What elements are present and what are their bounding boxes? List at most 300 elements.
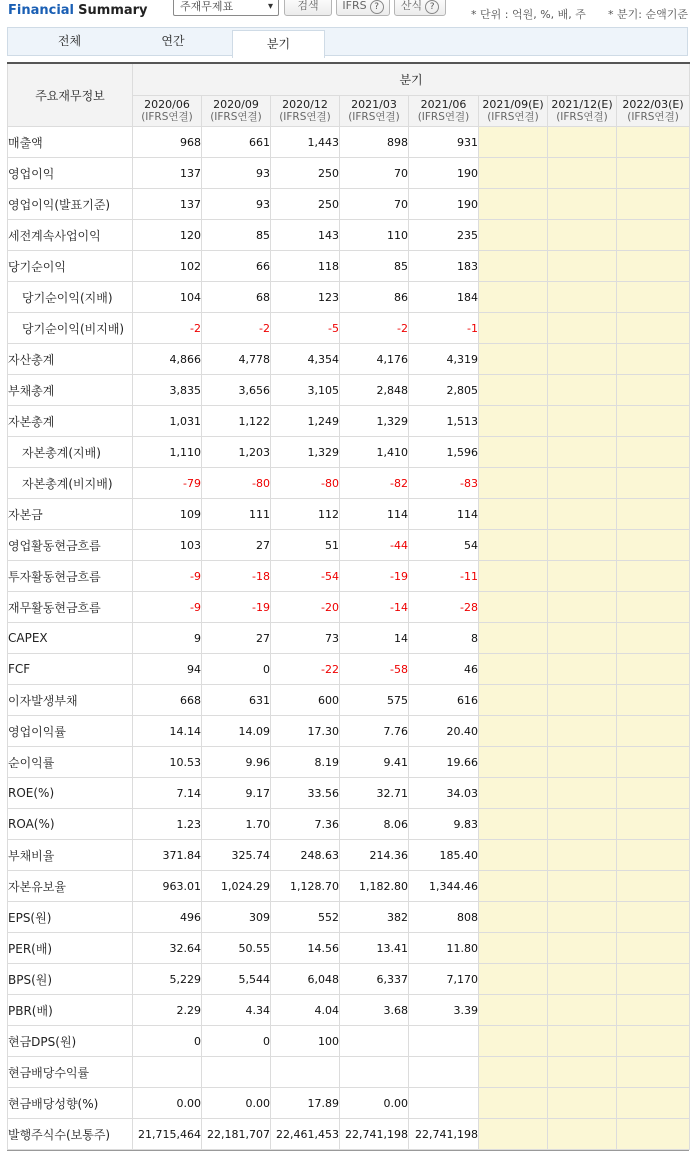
table-cell: 183 xyxy=(409,251,479,282)
table-cell: 118 xyxy=(271,251,340,282)
table-cell: 309 xyxy=(202,902,271,933)
table-cell: 190 xyxy=(409,189,479,220)
table-cell: 1,596 xyxy=(409,437,479,468)
table-cell: 190 xyxy=(409,158,479,189)
table-cell: 1.70 xyxy=(202,809,271,840)
table-cell xyxy=(479,809,548,840)
table-cell: 85 xyxy=(202,220,271,251)
table-cell: 184 xyxy=(409,282,479,313)
ifrs-help-button[interactable] xyxy=(336,0,390,16)
toolbar xyxy=(0,0,699,24)
table-cell xyxy=(479,375,548,406)
table-cell: 6,337 xyxy=(340,964,409,995)
table-cell: 1,182.80 xyxy=(340,871,409,902)
table-cell: 114 xyxy=(340,499,409,530)
table-row xyxy=(8,468,690,499)
table-cell xyxy=(617,189,690,220)
table-cell: 214.36 xyxy=(340,840,409,871)
period-header xyxy=(479,96,548,127)
table-cell xyxy=(617,747,690,778)
table-cell: 1,122 xyxy=(202,406,271,437)
table-cell: 1,128.70 xyxy=(271,871,340,902)
table-cell xyxy=(479,344,548,375)
row-label: BPS(원) xyxy=(8,964,133,995)
table-cell: 50.55 xyxy=(202,933,271,964)
table-cell: 54 xyxy=(409,530,479,561)
period-basis: (IFRS연결) xyxy=(556,111,608,123)
table-cell: -2 xyxy=(340,313,409,344)
table-cell xyxy=(548,375,617,406)
table-cell: -11 xyxy=(409,561,479,592)
unit-note: * 단위 : 억원, %, 배, 주 xyxy=(471,8,586,21)
help-icon: ? xyxy=(370,0,384,14)
table-cell xyxy=(617,871,690,902)
table-cell: -83 xyxy=(409,468,479,499)
table-cell xyxy=(548,1057,617,1088)
table-cell: -9 xyxy=(133,561,202,592)
row-label: 당기순이익(지배) xyxy=(8,282,133,313)
table-cell xyxy=(617,375,690,406)
table-cell xyxy=(548,747,617,778)
row-label: 당기순이익 xyxy=(8,251,133,282)
table-row xyxy=(8,778,690,809)
table-cell xyxy=(617,933,690,964)
table-cell xyxy=(617,685,690,716)
table-cell xyxy=(548,530,617,561)
period-basis: (IFRS연결) xyxy=(417,111,470,123)
table-cell xyxy=(617,1088,690,1119)
table-cell xyxy=(617,468,690,499)
table-cell xyxy=(617,313,690,344)
table-cell: -19 xyxy=(340,561,409,592)
table-row xyxy=(8,375,690,406)
table-cell xyxy=(548,809,617,840)
table-cell: 13.41 xyxy=(340,933,409,964)
table-cell xyxy=(548,840,617,871)
table-cell: 3.68 xyxy=(340,995,409,1026)
table-cell: 33.56 xyxy=(271,778,340,809)
table-row xyxy=(8,127,690,158)
table-row xyxy=(8,406,690,437)
table-cell xyxy=(548,406,617,437)
tab-all-label: 전체 xyxy=(57,34,82,48)
table-row xyxy=(8,592,690,623)
financial-summary-table xyxy=(7,62,690,1150)
table-cell: 68 xyxy=(202,282,271,313)
table-cell: 100 xyxy=(271,1026,340,1057)
table-cell: -14 xyxy=(340,592,409,623)
row-label: 영업활동현금흐름 xyxy=(8,530,133,561)
group-header: 분기 xyxy=(133,63,690,96)
table-cell xyxy=(479,747,548,778)
table-cell xyxy=(479,189,548,220)
row-label: 현금배당성향(%) xyxy=(8,1088,133,1119)
table-cell: 631 xyxy=(202,685,271,716)
table-cell: 963.01 xyxy=(133,871,202,902)
table-cell xyxy=(479,592,548,623)
table-cell: 123 xyxy=(271,282,340,313)
table-cell: 85 xyxy=(340,251,409,282)
table-cell xyxy=(409,1057,479,1088)
table-cell xyxy=(479,313,548,344)
table-cell xyxy=(617,1057,690,1088)
table-cell: 185.40 xyxy=(409,840,479,871)
table-cell xyxy=(617,437,690,468)
table-cell xyxy=(548,499,617,530)
row-label: 자산총계 xyxy=(8,344,133,375)
table-row xyxy=(8,499,690,530)
table-cell xyxy=(548,251,617,282)
period-basis: (IFRS연결) xyxy=(487,111,539,123)
page-title-part2: Summary xyxy=(78,3,148,18)
row-label: ROA(%) xyxy=(8,809,133,840)
table-cell xyxy=(548,127,617,158)
table-cell: -80 xyxy=(202,468,271,499)
table-cell xyxy=(479,654,548,685)
table-cell xyxy=(479,530,548,561)
table-cell xyxy=(617,561,690,592)
table-cell: 968 xyxy=(133,127,202,158)
table-cell: 9.83 xyxy=(409,809,479,840)
table-cell xyxy=(548,685,617,716)
table-cell: 104 xyxy=(133,282,202,313)
table-cell: -2 xyxy=(133,313,202,344)
period-basis: (IFRS연결) xyxy=(279,111,331,123)
table-cell xyxy=(340,1057,409,1088)
table-cell: 1,329 xyxy=(271,437,340,468)
table-cell: 808 xyxy=(409,902,479,933)
period-header xyxy=(133,96,202,127)
table-row xyxy=(8,1088,690,1119)
table-cell: 32.64 xyxy=(133,933,202,964)
tab-all[interactable] xyxy=(8,28,131,55)
row-label: ROE(%) xyxy=(8,778,133,809)
table-cell: 137 xyxy=(133,158,202,189)
table-cell: 6,048 xyxy=(271,964,340,995)
row-label: 영업이익 xyxy=(8,158,133,189)
table-cell: 7.76 xyxy=(340,716,409,747)
table-cell xyxy=(479,778,548,809)
table-cell xyxy=(548,964,617,995)
row-label: 자본금 xyxy=(8,499,133,530)
table-cell xyxy=(202,1057,271,1088)
quarter-note: * 분기: 순액기준 xyxy=(608,8,688,21)
table-cell xyxy=(617,406,690,437)
statement-type-value: 주재무제표 xyxy=(180,0,234,13)
table-cell: 1,024.29 xyxy=(202,871,271,902)
period-header xyxy=(617,96,690,127)
table-cell: 8.19 xyxy=(271,747,340,778)
table-cell: 21,715,464 xyxy=(133,1119,202,1150)
table-cell: -58 xyxy=(340,654,409,685)
period-header xyxy=(202,96,271,127)
table-cell: -82 xyxy=(340,468,409,499)
table-cell xyxy=(548,933,617,964)
table-cell xyxy=(617,220,690,251)
table-cell xyxy=(479,840,548,871)
row-label: 현금DPS(원) xyxy=(8,1026,133,1057)
table-cell xyxy=(548,902,617,933)
row-label: 자본총계(지배) xyxy=(8,437,133,468)
table-cell xyxy=(548,220,617,251)
table-cell: 1,031 xyxy=(133,406,202,437)
table-cell: 17.30 xyxy=(271,716,340,747)
tab-annual[interactable] xyxy=(119,28,227,55)
period-label: 2020/06 xyxy=(144,98,190,111)
table-cell: 14 xyxy=(340,623,409,654)
table-cell: 2.29 xyxy=(133,995,202,1026)
table-cell: -79 xyxy=(133,468,202,499)
period-header xyxy=(548,96,617,127)
table-cell xyxy=(548,561,617,592)
table-cell: 4,176 xyxy=(340,344,409,375)
table-cell xyxy=(617,1119,690,1150)
table-row xyxy=(8,902,690,933)
table-cell: 112 xyxy=(271,499,340,530)
table-cell: 5,544 xyxy=(202,964,271,995)
table-row xyxy=(8,685,690,716)
table-cell: 250 xyxy=(271,189,340,220)
table-row xyxy=(8,158,690,189)
table-cell: 0.00 xyxy=(133,1088,202,1119)
table-cell: 94 xyxy=(133,654,202,685)
help-icon: ? xyxy=(425,0,439,14)
table-cell: 1,443 xyxy=(271,127,340,158)
table-cell: 4,866 xyxy=(133,344,202,375)
table-cell: 496 xyxy=(133,902,202,933)
table-cell: 898 xyxy=(340,127,409,158)
table-row xyxy=(8,871,690,902)
table-cell xyxy=(479,561,548,592)
table-cell: 235 xyxy=(409,220,479,251)
table-cell: 93 xyxy=(202,158,271,189)
table-cell xyxy=(479,468,548,499)
table-cell: 9.96 xyxy=(202,747,271,778)
row-label: 자본총계 xyxy=(8,406,133,437)
table-cell: 27 xyxy=(202,623,271,654)
period-header xyxy=(409,96,479,127)
table-cell: 250 xyxy=(271,158,340,189)
table-cell: 616 xyxy=(409,685,479,716)
table-cell xyxy=(479,1057,548,1088)
row-label: 영업이익(발표기준) xyxy=(8,189,133,220)
table-cell: -5 xyxy=(271,313,340,344)
table-cell xyxy=(548,344,617,375)
table-cell xyxy=(133,1057,202,1088)
table-cell xyxy=(479,1119,548,1150)
table-cell: 4.04 xyxy=(271,995,340,1026)
table-cell xyxy=(479,251,548,282)
table-cell xyxy=(479,933,548,964)
table-cell: 111 xyxy=(202,499,271,530)
table-cell xyxy=(548,778,617,809)
table-cell xyxy=(548,1119,617,1150)
table-cell: 73 xyxy=(271,623,340,654)
formula-button-label: 산식 xyxy=(400,0,423,12)
table-row xyxy=(8,716,690,747)
table-cell xyxy=(479,902,548,933)
table-row xyxy=(8,995,690,1026)
row-label: 투자활동현금흐름 xyxy=(8,561,133,592)
table-cell: 668 xyxy=(133,685,202,716)
row-label: EPS(원) xyxy=(8,902,133,933)
table-cell: 600 xyxy=(271,685,340,716)
table-cell: 86 xyxy=(340,282,409,313)
table-cell xyxy=(479,499,548,530)
table-row xyxy=(8,933,690,964)
table-cell: 10.53 xyxy=(133,747,202,778)
table-cell: -20 xyxy=(271,592,340,623)
table-cell: 1,249 xyxy=(271,406,340,437)
table-cell: -18 xyxy=(202,561,271,592)
table-cell: 325.74 xyxy=(202,840,271,871)
table-row xyxy=(8,1057,690,1088)
table-row xyxy=(8,654,690,685)
table-cell xyxy=(479,158,548,189)
table-cell: 575 xyxy=(340,685,409,716)
statement-type-select[interactable] xyxy=(173,0,279,16)
table-cell xyxy=(548,1088,617,1119)
page-title xyxy=(8,3,148,18)
table-row xyxy=(8,220,690,251)
table-cell xyxy=(548,189,617,220)
table-cell: 0.00 xyxy=(202,1088,271,1119)
table-cell xyxy=(479,437,548,468)
period-tabs xyxy=(7,27,688,56)
row-label: CAPEX xyxy=(8,623,133,654)
page-title-part1: Financial xyxy=(8,3,75,18)
table-cell: 248.63 xyxy=(271,840,340,871)
row-label: 당기순이익(비지배) xyxy=(8,313,133,344)
table-cell xyxy=(617,995,690,1026)
table-cell xyxy=(548,437,617,468)
table-cell: 70 xyxy=(340,189,409,220)
row-label: 부채비율 xyxy=(8,840,133,871)
table-cell xyxy=(409,1088,479,1119)
table-cell xyxy=(409,1026,479,1057)
table-cell: 1,110 xyxy=(133,437,202,468)
row-label: 순이익률 xyxy=(8,747,133,778)
table-cell: 17.89 xyxy=(271,1088,340,1119)
table-cell xyxy=(548,282,617,313)
table-cell xyxy=(548,313,617,344)
row-label: 재무활동현금흐름 xyxy=(8,592,133,623)
table-cell xyxy=(617,654,690,685)
table-cell: 137 xyxy=(133,189,202,220)
table-cell: 3,656 xyxy=(202,375,271,406)
table-cell xyxy=(617,592,690,623)
table-cell: 14.14 xyxy=(133,716,202,747)
table-cell xyxy=(479,964,548,995)
tab-quarterly-label: 분기 xyxy=(266,37,291,51)
table-cell xyxy=(479,871,548,902)
period-label: 2022/03(E) xyxy=(622,98,684,111)
row-label: 자본유보율 xyxy=(8,871,133,902)
table-cell: 8 xyxy=(409,623,479,654)
table-row xyxy=(8,561,690,592)
tab-annual-label: 연간 xyxy=(161,34,185,48)
table-cell: 5,229 xyxy=(133,964,202,995)
table-cell xyxy=(617,778,690,809)
table-cell: 22,461,453 xyxy=(271,1119,340,1150)
table-cell xyxy=(340,1026,409,1057)
table-cell: 0 xyxy=(133,1026,202,1057)
table-cell: 9.17 xyxy=(202,778,271,809)
table-row xyxy=(8,189,690,220)
table-cell: 22,181,707 xyxy=(202,1119,271,1150)
table-cell: 2,805 xyxy=(409,375,479,406)
row-label: 자본총계(비지배) xyxy=(8,468,133,499)
period-header xyxy=(271,96,340,127)
table-cell: 552 xyxy=(271,902,340,933)
table-cell: 1,329 xyxy=(340,406,409,437)
table-row xyxy=(8,809,690,840)
table-cell: -44 xyxy=(340,530,409,561)
table-cell xyxy=(548,871,617,902)
table-cell: 34.03 xyxy=(409,778,479,809)
table-cell: 51 xyxy=(271,530,340,561)
table-cell: 14.56 xyxy=(271,933,340,964)
table-cell: 143 xyxy=(271,220,340,251)
table-cell: -19 xyxy=(202,592,271,623)
row-label: PER(배) xyxy=(8,933,133,964)
period-label: 2021/03 xyxy=(351,98,397,111)
table-row xyxy=(8,282,690,313)
table-cell: 20.40 xyxy=(409,716,479,747)
table-row xyxy=(8,1119,690,1150)
table-cell xyxy=(479,1088,548,1119)
table-cell: 9.41 xyxy=(340,747,409,778)
period-basis: (IFRS연결) xyxy=(627,111,679,123)
table-cell: 3.39 xyxy=(409,995,479,1026)
table-row xyxy=(8,530,690,561)
table-cell: 1.23 xyxy=(133,809,202,840)
row-label: 부채총계 xyxy=(8,375,133,406)
table-cell xyxy=(617,716,690,747)
table-cell: -54 xyxy=(271,561,340,592)
table-cell: 110 xyxy=(340,220,409,251)
table-cell xyxy=(617,499,690,530)
table-cell xyxy=(617,964,690,995)
table-cell: 46 xyxy=(409,654,479,685)
tab-quarterly[interactable] xyxy=(232,30,325,58)
table-cell: 70 xyxy=(340,158,409,189)
table-cell: 9 xyxy=(133,623,202,654)
table-row xyxy=(8,251,690,282)
table-cell xyxy=(617,530,690,561)
table-cell xyxy=(479,623,548,654)
table-row xyxy=(8,313,690,344)
table-cell: 11.80 xyxy=(409,933,479,964)
table-cell: 371.84 xyxy=(133,840,202,871)
table-cell: 93 xyxy=(202,189,271,220)
table-cell: 114 xyxy=(409,499,479,530)
table-row xyxy=(8,1026,690,1057)
table-cell: 7.36 xyxy=(271,809,340,840)
table-cell xyxy=(617,251,690,282)
table-cell xyxy=(548,654,617,685)
table-cell: 14.09 xyxy=(202,716,271,747)
search-button-label: 검색 xyxy=(297,0,319,12)
row-label: PBR(배) xyxy=(8,995,133,1026)
table-cell: 32.71 xyxy=(340,778,409,809)
table-cell xyxy=(548,592,617,623)
search-button[interactable] xyxy=(284,0,332,16)
table-cell: 4,354 xyxy=(271,344,340,375)
table-cell xyxy=(479,127,548,158)
formula-help-button[interactable] xyxy=(394,0,446,16)
table-cell: -1 xyxy=(409,313,479,344)
